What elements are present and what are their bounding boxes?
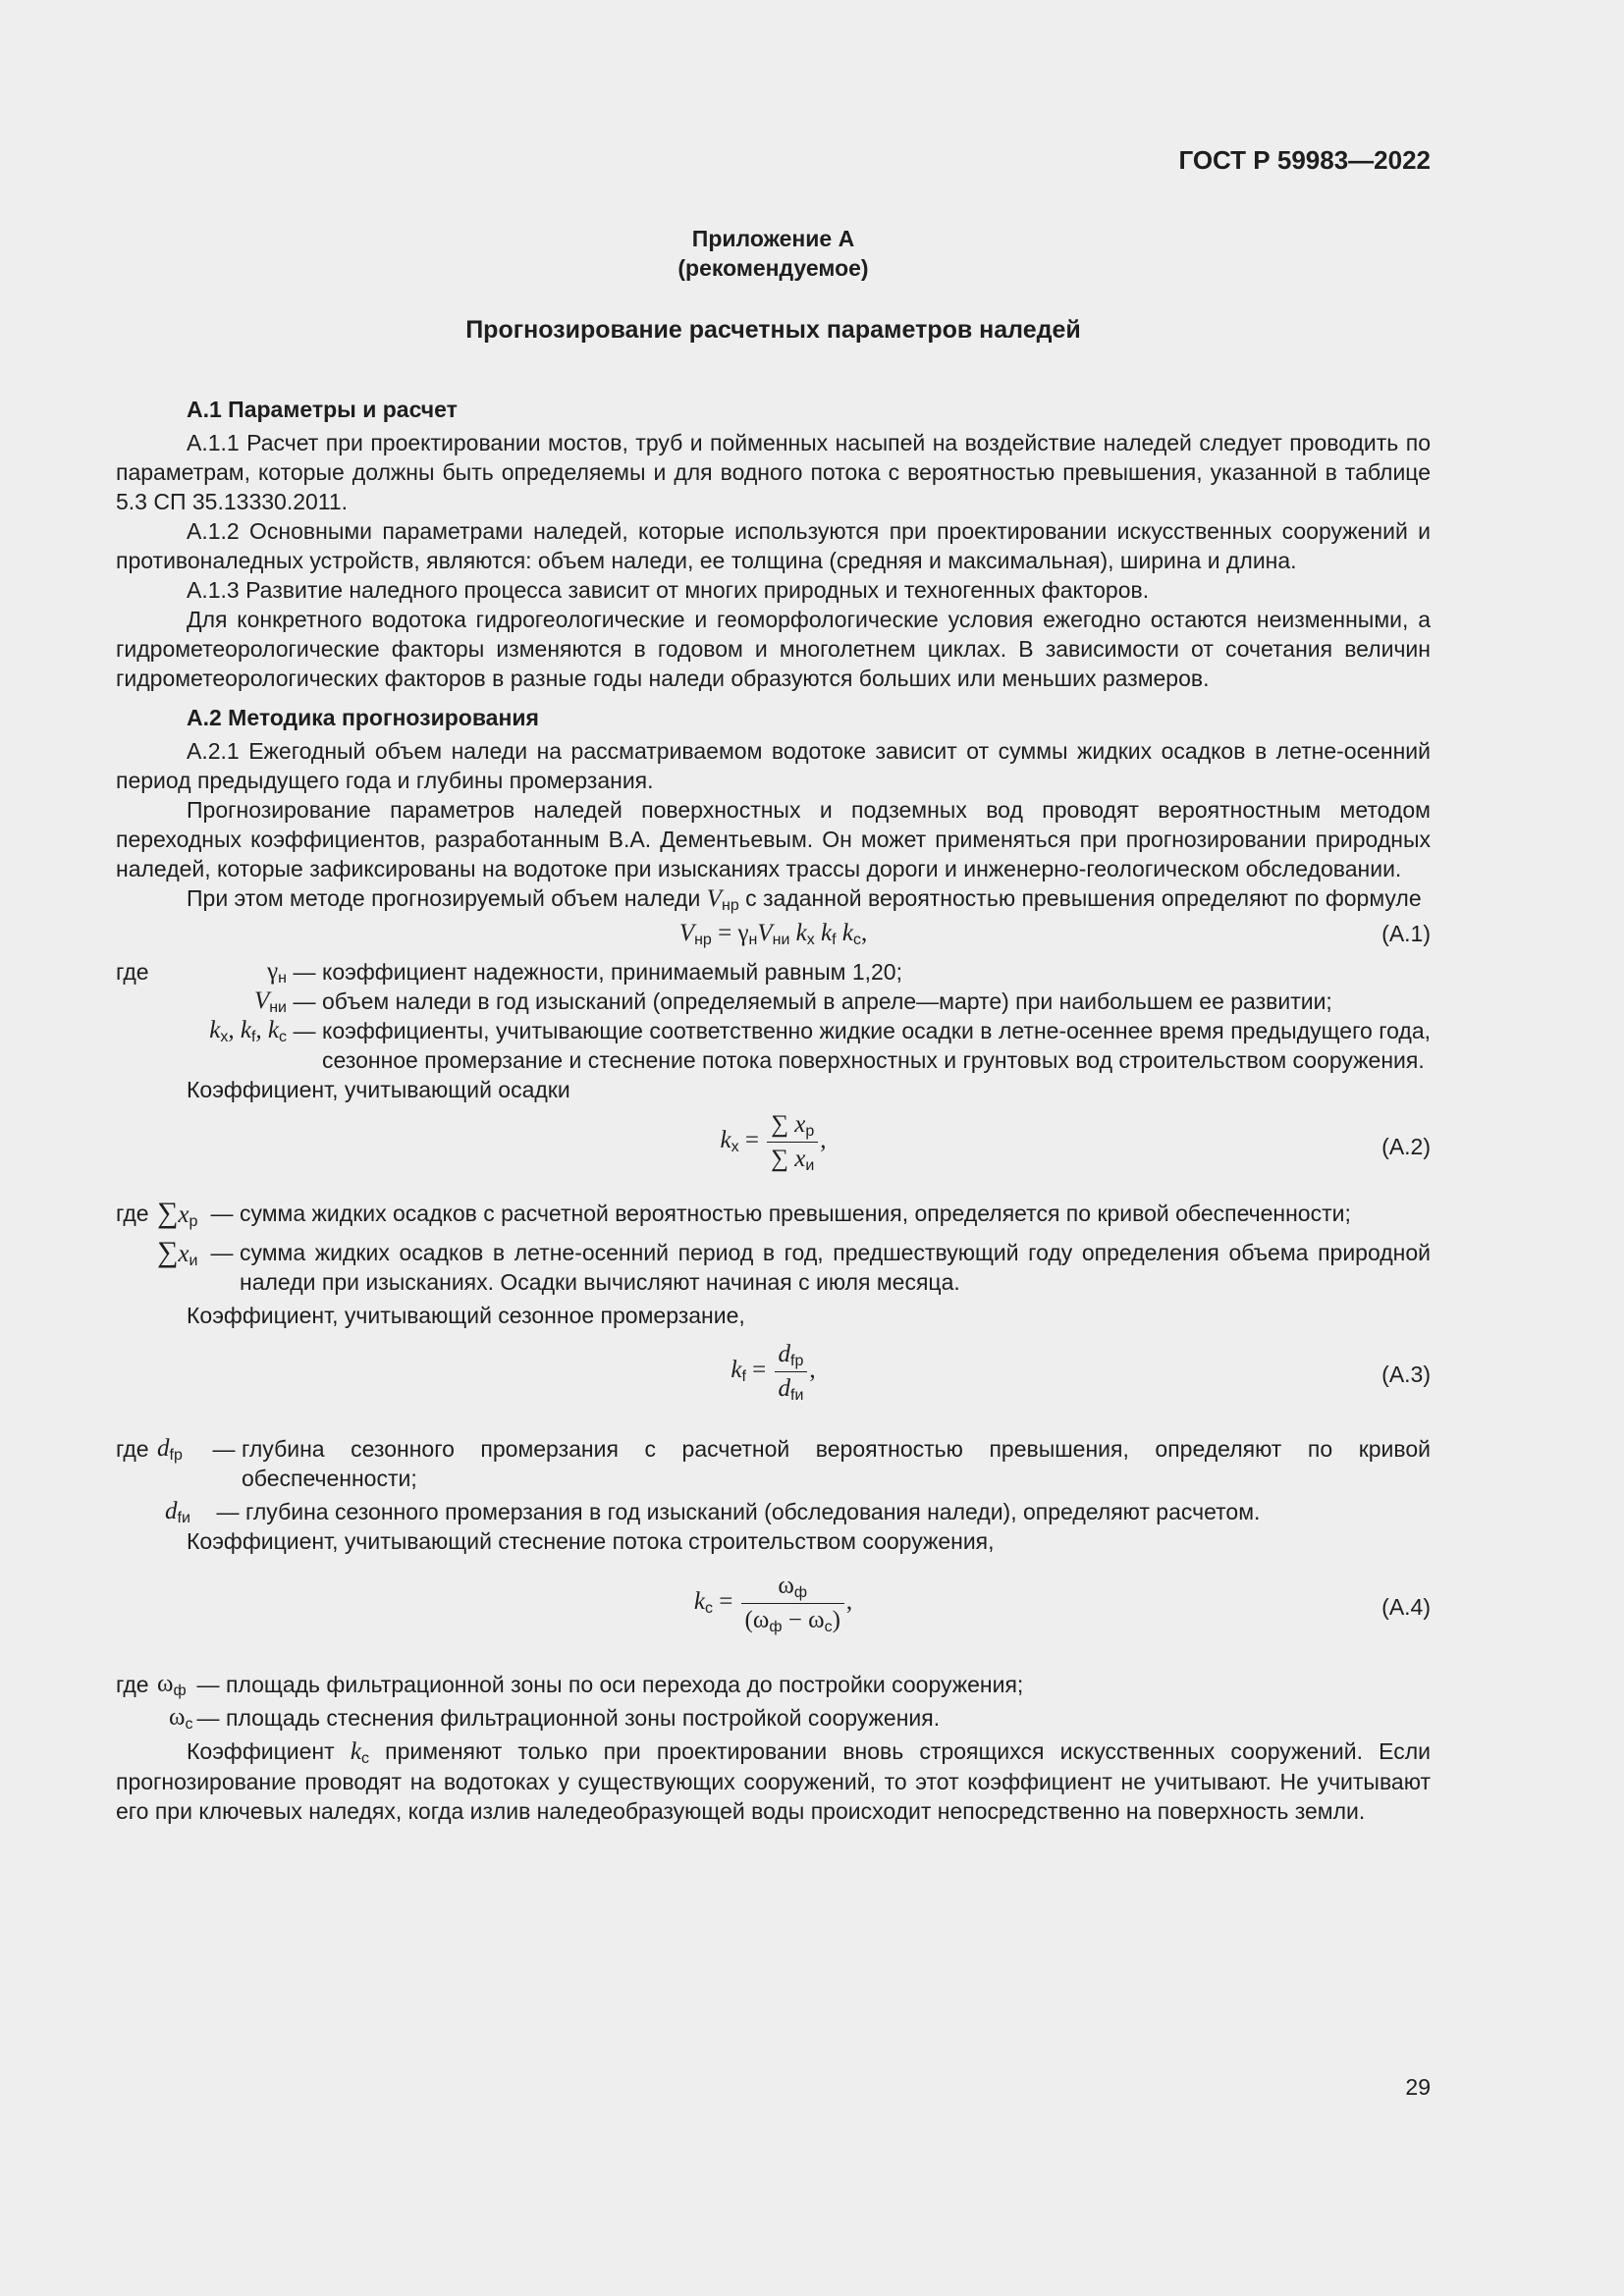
annex-label: Приложение А <box>691 226 855 251</box>
document-body <box>116 389 1431 1826</box>
where-sum-xi: $\sum x_и$ — сумма жидких осадков в летне-осенний период в год, предшествующий году определения объема природной наледи при изысканиях. Осадки вычисляют начиная с июля месяца. <box>157 1236 1431 1295</box>
section-heading-a1: А.1 Параметры и расчет <box>187 397 458 422</box>
section-heading-a2: А.2 Методика прогнозирования <box>187 705 539 730</box>
annex-status: (рекомендуемое) <box>677 255 869 281</box>
where-gamma: где $\gamma_н$ — коэффициент надежности, принимаемый равным 1,20; <box>116 958 902 987</box>
where-dfp: где $d_{fр}$ — глубина сезонного промерзания с расчетной вероятностью превышения, определяют по кривой обеспеченности; <box>116 1435 1431 1491</box>
where-k-coefficients: $k_x$, $k_f$, $k_c$ — коэффициенты, учитывающие соответственно жидкие осадки в летне-осеннее время предыдущего года, сезонное промерзание и стеснение потока поверхностных и грунтовых вод строительством сооружения. <box>209 1017 1431 1073</box>
paragraph-a1-2: А.1.2 Основными параметрами наледей, которые используются при проектировании искусственных сооружений и противоналедных устройств, являются: объем наледи, ее толщина (средняя и максимальная), ширина и длина. <box>116 518 1431 573</box>
where-vni: $V_{ни}$ — объем наледи в год изысканий (определяемый в апреле—марте) при наибольшем ее развитии; <box>253 988 1332 1016</box>
where-dfi: $d_{fи}$ — глубина сезонного промерзания в год изысканий (обследования наледи), определяют расчетом. <box>165 1498 1261 1526</box>
where-omega-c: $\omega_c$ — площадь стеснения фильтрационной зоны постройкой сооружения. <box>169 1704 941 1733</box>
page-number: 29 <box>1405 2074 1431 2100</box>
where-omega-f: где $\omega_ф$ — площадь фильтрационной зоны по оси перехода до постройки сооружения; <box>116 1671 1024 1699</box>
kc-intro: Коэффициент, учитывающий стеснение потока строительством сооружения, <box>187 1528 995 1554</box>
kf-intro: Коэффициент, учитывающий сезонное промерзание, <box>187 1303 745 1328</box>
where-sum-xp: где $\sum x_р$ — сумма жидких осадков с расчетной вероятностью превышения, определяется по кривой обеспеченности; <box>116 1197 1351 1230</box>
paragraph-a2-2: Прогнозирование параметров наледей поверхностных и подземных вод проводят вероятностным методом переходных коэффициентов, разработанным В.А. Дементьевым. Он может применяться при прогнозировании природных наледей, которые зафиксированы на водотоке при изысканиях трассы дороги и инженерно-геологическом обследовании. <box>116 797 1431 881</box>
annex-title: Прогнозирование расчетных параметров наледей <box>465 316 1081 344</box>
formula-a3: $k_f$ = $d_{fр}$ $d_{fи}$ , (А.3) <box>731 1341 1431 1404</box>
equation-number-a2: (А.2) <box>1381 1134 1431 1159</box>
formula-a4: $k_c$ = $\omega_ф$ $(\omega_ф - \omega_c)$ , (А.4) <box>693 1573 1431 1635</box>
formula-a2: $k_x$ = ∑ $x_р$ ∑ $x_и$ , (А.2) <box>720 1111 1431 1174</box>
paragraph-a2-3: При этом методе прогнозируемый объем наледи $V_{нр}$ с заданной вероятностью превышения определяют по формуле <box>187 885 1422 914</box>
equation-number-a1: (А.1) <box>1381 921 1431 946</box>
paragraph-a1-4: Для конкретного водотока гидрогеологические и геоморфологические условия ежегодно остаются неизменными, а гидрометеорологические факторы изменяются в годовом и многолетнем циклах. В зависимости от сочетания величин гидрометеорологических факторов в разные годы наледи образуются больших или меньших размеров. <box>116 607 1431 691</box>
paragraph-a2-1: А.2.1 Ежегодный объем наледи на рассматриваемом водотоке зависит от суммы жидких осадков в летне-осенний период предыдущего года и глубины промерзания. <box>116 738 1431 793</box>
equation-number-a3: (А.3) <box>1381 1362 1431 1387</box>
annex-heading <box>0 224 1546 283</box>
document-code: ГОСТ Р 59983—2022 <box>1178 145 1431 175</box>
formula-a1: $V_{нр} = \gamma_нV_{ни}$ $k_x$ $k_f$ $k_c$, (А.1) <box>116 914 1431 953</box>
equation-number-a4: (А.4) <box>1381 1594 1431 1620</box>
paragraph-kc-usage: Коэффициент $k_c$ применяют только при проектировании вновь строящихся искусственных сооружений. Если прогнозирование проводят на водотоках у существующих сооружений, то этот коэффициент не учитывают. Не учитывают его при ключевых наледях, когда излив наледеобразующей воды происходит непосредственно на поверхность земли. <box>116 1738 1432 1824</box>
kx-intro: Коэффициент, учитывающий осадки <box>187 1077 570 1102</box>
paragraph-a1-3: А.1.3 Развитие наледного процесса зависит от многих природных и техногенных факторов. <box>187 577 1150 603</box>
paragraph-a1-1: А.1.1 Расчет при проектировании мостов, труб и пойменных насыпей на воздействие наледей следует проводить по параметрам, которые должны быть определяемы и для водного потока с вероятностью превышения, указанной в таблице 5.3 СП 35.13330.2011. <box>116 430 1431 514</box>
